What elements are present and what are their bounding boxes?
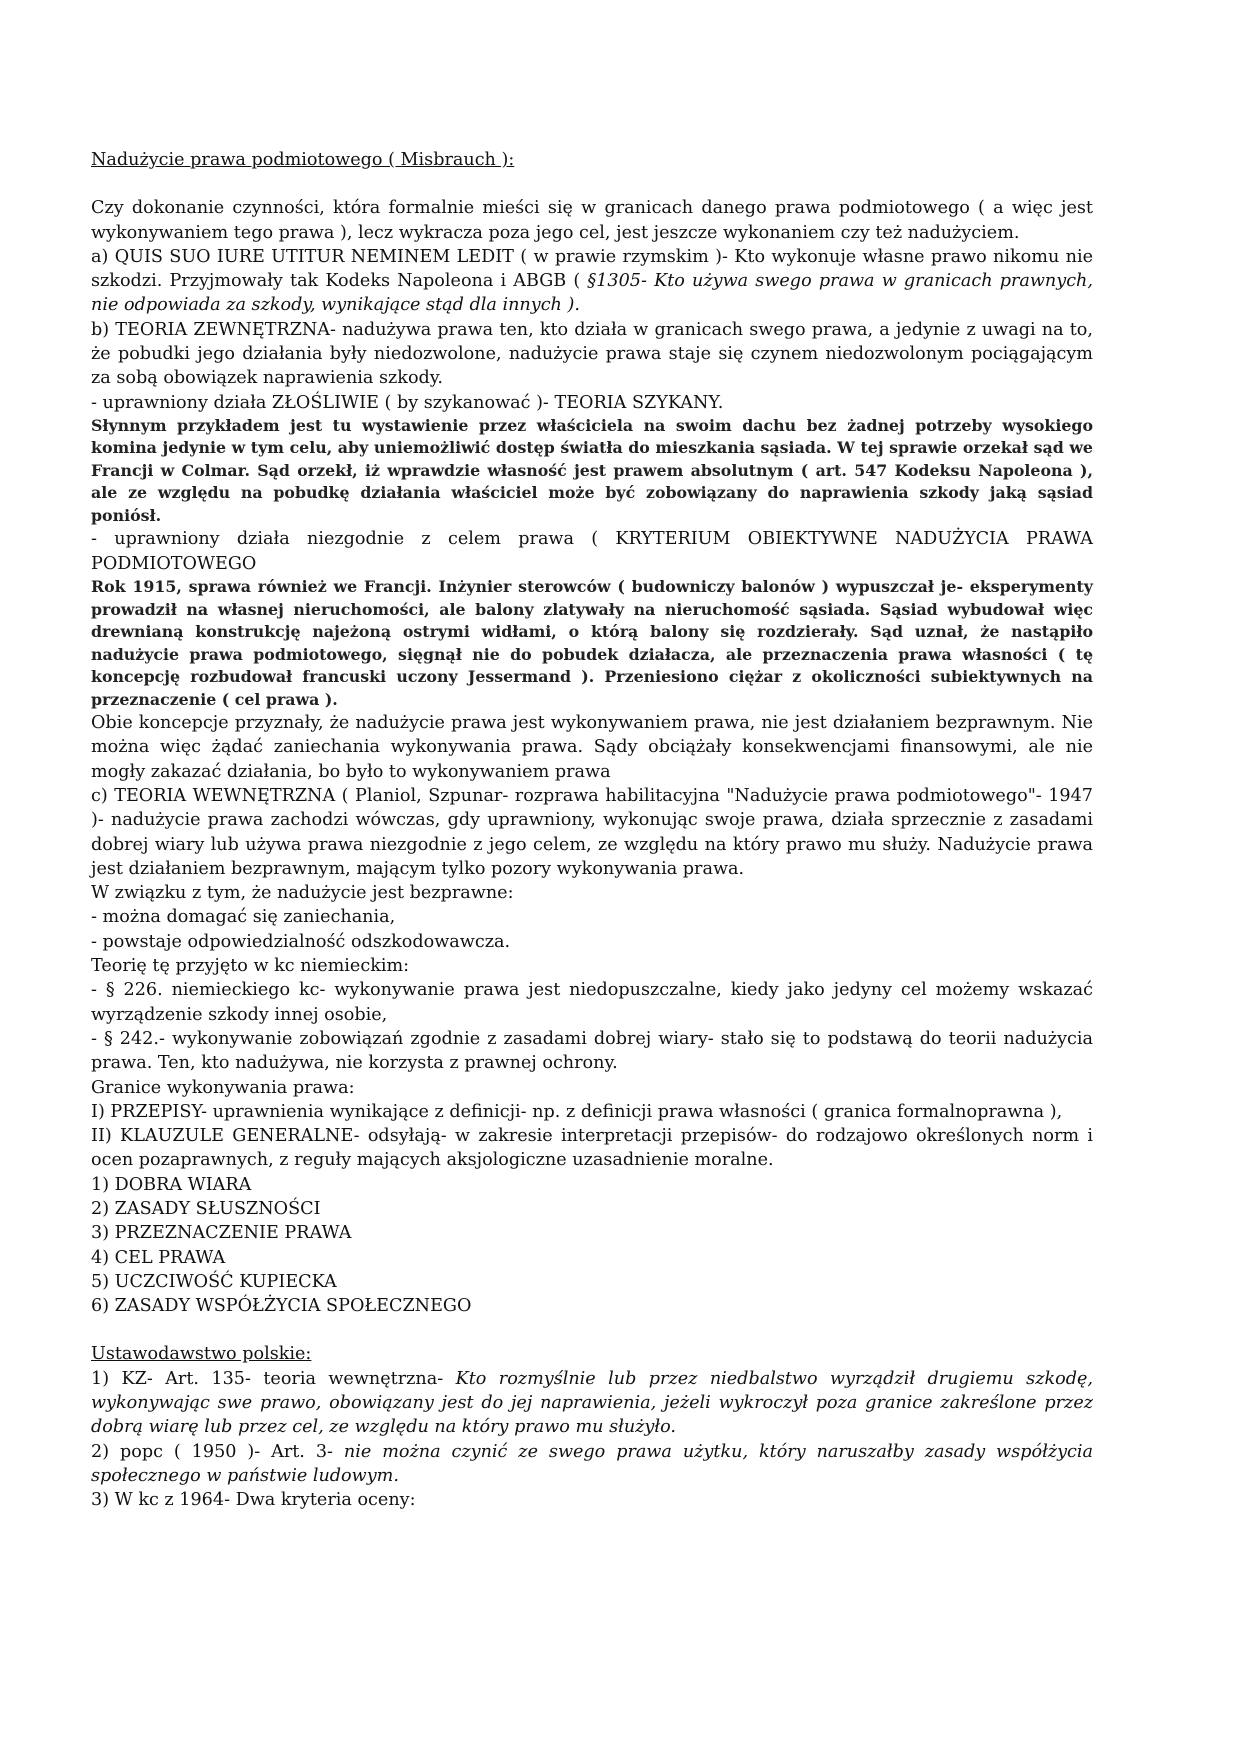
theory-c-line: II) KLAUZULE GENERALNE- odsyłają- w zakresie interpretacji przepisów- do rodzajowo określonych norm i ocen pozaprawnych, z reguły mających aksjologiczne uzasadnienie moralne. — [91, 1126, 1093, 1171]
both-concepts-paragraph: Obie koncepcje przyznały, że nadużycie prawa jest wykonywaniem prawa, nie jest działaniem bezprawnym. Nie można więc żądać zaniechania wykonywania prawa. Sądy obciążały konsekwencjami finansowymi, ale nie mogły zakazać działania, bo było to wykonywaniem prawa — [91, 713, 1093, 782]
theory-a-quote: §1305- Kto używa swego prawa w granicach prawnych, nie odpowiada za szkody, wynikające stąd dla innych ). — [91, 271, 1093, 316]
statute-1-quote: Kto rozmyślnie lub przez niedbalstwo wyrządził drugiemu szkodę, wykonywając swe prawo, obowiązany jest do jej naprawienia, jeżeli wykroczył poza granice zakreślone przez dobrą wiarę lub przez cel, ze względu na który prawo mu służyło. — [91, 1368, 1093, 1438]
statute-2 — [91, 1440, 1093, 1489]
statute-1-label: 1) KZ- Art. 135- teoria wewnętrzna- — [91, 1368, 456, 1389]
theory-c-line: Granice wykonywania prawa: — [91, 1077, 355, 1098]
statute-1 — [91, 1367, 1093, 1440]
theory-c-line: - § 226. niemieckiego kc- wykonywanie prawa jest niedopuszczalne, kiedy jako jedyny cel możemy wskazać wyrządzenie szkody innej osobie, — [91, 980, 1093, 1025]
section-title: Ustawodawstwo polskie: — [91, 1344, 312, 1365]
theory-b-paragraph: b) TEORIA ZEWNĘTRZNA- nadużywa prawa ten, kto działa w granicach swego prawa, a jedynie z uwagi na to, że pobudki jego działania były niedozwolone, nadużycie prawa staje się czynem niedozwolonym pociągającym za sobą obowiązek naprawienia szkody. — [91, 319, 1093, 389]
list-item: 4) CEL PRAWA — [91, 1247, 226, 1268]
theory-b-dash-2: - uprawniony działa niezgodnie z celem prawa ( KRYTERIUM OBIEKTYWNE NADUŻYCIA PRAWA PODMIOTOWEGO — [91, 529, 1093, 574]
theory-c-line: I) PRZEPISY- uprawnienia wynikające z definicji- np. z definicji prawa własności ( granica formalnoprawna ), — [91, 1101, 1063, 1122]
theory-c-paragraph: c) TEORIA WEWNĘTRZNA ( Planiol, Szpunar- rozprawa habilitacyjna "Nadużycie prawa podmiotowego"- 1947 )- nadużycie prawa zachodzi wówczas, gdy uprawniony, wykonując swoje prawa, działa sprzecznie z zasadami dobrej wiary lub używa prawa niezgodnie z jego celem, ze względu na który prawo mu służy. Nadużycie prawa jest działaniem bezprawnym, mającym tylko pozory wykonywania prawa. — [91, 785, 1093, 879]
spacer — [91, 1318, 1093, 1342]
theory-c-line: W związku z tym, że nadużycie jest bezprawne: — [91, 883, 514, 904]
theory-b-dash-1: - uprawniony działa ZŁOŚLIWIE ( by szykanować )- TEORIA SZYKANY. — [91, 392, 724, 413]
theory-c-line: Teorię tę przyjęto w kc niemieckim: — [91, 956, 410, 977]
list-item: 5) UCZCIWOŚĆ KUPIECKA — [91, 1271, 337, 1292]
theory-a-text: a) QUIS SUO IURE UTITUR NEMINEM LEDIT ( w prawie rzymskim )- Kto wykonuje własne prawo nikomu nie szkodzi. Przyjmowały tak Kodeks Napoleona i ABGB ( — [91, 246, 1093, 292]
list-item: 6) ZASADY WSPÓŁŻYCIA SPOŁECZNEGO — [91, 1296, 472, 1317]
document-page — [91, 148, 1093, 1513]
theory-c-line: - § 242.- wykonywanie zobowiązań zgodnie z zasadami dobrej wiary- stało się to podstawą do teorii nadużycia prawa. Ten, kto nadużywa, nie korzysta z prawnej ochrony. — [91, 1028, 1093, 1074]
theory-c-line: - powstaje odpowiedzialność odszkodowawcza. — [91, 931, 511, 952]
list-item: 2) ZASADY SŁUSZNOŚCI — [91, 1199, 321, 1219]
statute-3: 3) W kc z 1964- Dwa kryteria oceny: — [91, 1490, 416, 1511]
theory-c-line: - można domagać się zaniechania, — [91, 907, 396, 928]
example-colmar: Słynnym przykładem jest tu wystawienie przez właściciela na swoim dachu bez żadnej potrzeby wysokiego komina jedynie w tym celu, aby uniemożliwić dostęp światła do mieszkania sąsiada. W tej sprawie orzekał sąd we Francji w Colmar. Sąd orzekł, iż wprawdzie własność jest prawem absolutnym ( art. 547 Kodeksu Napoleona ), ale ze względu na pobudkę działania właściciel może być zobowiązany do naprawienia szkody jaką sąsiad poniósł. — [91, 415, 1093, 525]
theory-a-paragraph — [91, 245, 1093, 318]
statute-2-label: 2) popc ( 1950 )- Art. 3- — [91, 1441, 344, 1462]
list-item: 1) DOBRA WIARA — [91, 1174, 252, 1195]
intro-paragraph: Czy dokonanie czynności, która formalnie mieści się w granicach danego prawa podmiotowego ( a więc jest wykonywaniem tego prawa ), lecz wykracza poza jego cel, jest jeszcze wykonaniem czy też nadużyciem. — [91, 198, 1093, 243]
list-item: 3) PRZEZNACZENIE PRAWA — [91, 1223, 352, 1244]
example-balloons: Rok 1915, sprawa również we Francji. Inżynier sterowców ( budowniczy balonów ) wypuszczał je- eksperymenty prowadził na własnej nieruchomości, ale balony zlatywały na nieruchomość sąsiada. Sąsiad wybudował więc drewnianą konstrukcję najeżoną ostrymi widłami, o którą balony się rozdzierały. Sąd uznał, że nastąpiło nadużycie prawa podmiotowego, sięgnął nie do pobudek działacza, ale przeznaczenia prawa własności ( tę koncepcję rozbudował francuski uczony Jessermand ). Przeniesiono ciężar z okoliczności subiektywnych na przeznaczenie ( cel prawa ). — [91, 577, 1093, 709]
statute-2-quote: nie można czynić ze swego prawa użytku, który naruszałby zasady współżycia społecznego w państwie ludowym. — [91, 1441, 1093, 1486]
spacer — [91, 172, 1093, 196]
page-title: Nadużycie prawa podmiotowego ( Misbrauch ): — [91, 150, 515, 170]
